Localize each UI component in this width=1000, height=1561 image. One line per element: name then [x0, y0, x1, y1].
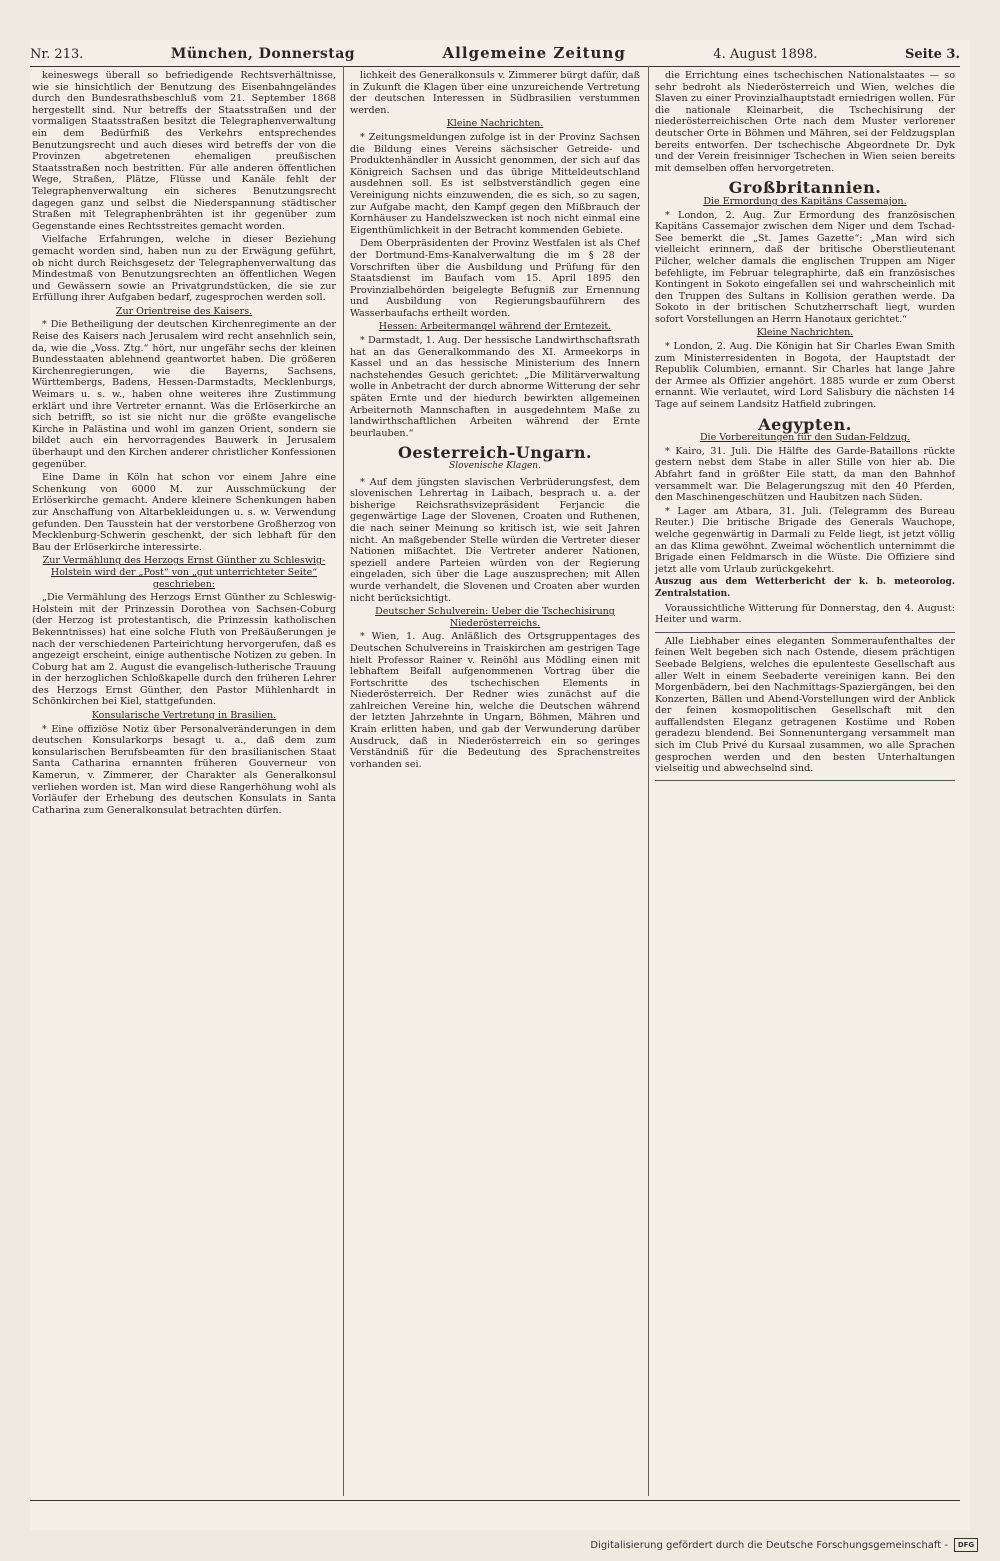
header-rule	[30, 66, 960, 67]
advertisement-text: Alle Liebhaber eines eleganten Sommeraufenthaltes der feinen Welt begeben sich nach Ostende, diesem prächtigen Seebade Belgiens, welches die epulenteste Gesellschaft aus aller Welt in einem Seebaderte vereinigen kann. Bei den Morgenbädern, bei den Nachmittags-Spaziergängen, bei den Konzerten, Bällen und Abend-Vorstellungen wird der Anblick der feinen kosmopolitischen Gesellschaft mit den auffallendsten Eleganz getragenen Kostüme und Roben geradezu blendend. Bei Sonnenuntergang versammelt man sich im Club Privé du Kursaal zusammen, wo alle Sprachen gesprochen werden und den besten Unterhaltungen vielseitig und abwechselnd sind.	[655, 635, 955, 775]
issue-date: 4. August 1898.	[713, 47, 818, 62]
section-heading: Oesterreich-Ungarn.	[397, 443, 593, 463]
column-3	[655, 70, 955, 1525]
footer-rule	[30, 1500, 960, 1501]
article-paragraph: * Zeitungsmeldungen zufolge ist in der Provinz Sachsen die Bildung eines Vereins sächsischer Getreide- und Produktenhändler in Aussicht genommen, der sich auf das Königreich Sachsen und das übrige Mitteldeutschland ausdehnen soll. Es ist selbstverständlich gegen eine Vereinigung nichts einzuwenden, die es sich, so zu sagen, zur Aufgabe macht, den Kampf gegen den Mißbrauch der Kornhäuser zu Handelszwecken ist noch nicht einmal eine Eigenthümlichkeit in der Betracht kommenden Gebiete.	[350, 131, 640, 236]
article-paragraph: lichkeit des Generalkonsuls v. Zimmerer bürgt dafür, daß in Zukunft die Klagen über eine unzureichende Vertretung der deutschen Interessen in Südbrasilien verstummen werden.	[350, 70, 640, 116]
article-paragraph: Eine Dame in Köln hat schon vor einem Jahre eine Schenkung von 6000 M. zur Ausschmückung der Erlöserkirche gemacht. Andere kleinere Schenkungen haben zur Anschaffung von Altarbekleidungen u. s. w. Verwendung gefunden. Den Tausstein hat der verstorbene Großherzog von Mecklenburg-Schwerin geschenkt, der sich lebhaft für den Bau der Erlöserkirche interessirte.	[32, 472, 336, 553]
section-subheading: Zur Vermählung des Herzogs Ernst Günther zu Schleswig-Holstein wird der „Post“ von „gut unterrichteter Seite“ geschrieben:	[42, 555, 326, 590]
article-paragraph: * London, 2. Aug. Die Königin hat Sir Charles Ewan Smith zum Ministerresidenten in Bogota, der Hauptstadt der Republik Columbien, ernannt. Sir Charles hat lange Jahre der Armee als Offizier angehört. 1885 wurde er zum Oberst ernannt. Wie verlautet, wird Lord Salisbury die nächsten 14 Tage auf seinem Landsitz Hatfield zubringen.	[655, 341, 955, 411]
article-paragraph: * Wien, 1. Aug. Anläßlich des Ortsgruppentages des Deutschen Schulvereins in Traiskirchen am gestrigen Tage hielt Professor Rainer v. Reinöhl aus Mödling einen mit lebhaftem Beifall aufgenommenen Vortrag über die Fortschritte des tschechischen Elements in Niederösterreich. Der Redner wies zunächst auf die zahlreichen Vereine hin, welche die Deutschen während der letzten Jahrzehnte in Ungarn, Böhmen, Mähren und Krain erlitten haben, und gab der Verwunderung darüber Ausdruck, daß in Niederösterreich ein so geringes Verständniß für die Bedeutung des Sprachenstreites vorhanden sei.	[350, 631, 640, 770]
digitization-footer	[590, 1538, 978, 1552]
column-divider-2	[648, 66, 649, 1496]
article-paragraph: die Errichtung eines tschechischen Nationalstaates — so sehr bedroht als Niederösterreich und Wien, welches die Slaven zu einer Provinzialhauptstadt erniedrigen wollen. Für die nationale Kleinarbeit, die Tschechisirung der niederösterreichischen Orte nach dem Muster verlorener deutscher Orte in Böhmen und Mähren, sei der Feldzugsplan bereits entworfen. Der tschechische Abgeordnete Dr. Dyk und der Verein freisinniger Tschechen in Wien seien bereits mit demselben offen hervorgetreten.	[655, 70, 955, 174]
section-subheading: Zur Orientreise des Kaisers.	[115, 305, 253, 317]
article-paragraph: * Kairo, 31. Juli. Die Hälfte des Garde-Bataillons rückte gestern nebst dem Stabe in aller Stille von hier ab. Die Abfahrt fand in größter Eile statt, da man den Bahnhof versammelt war. Die Belagerungszug mit den 40 Pferden, den Maschinengeschützen und Haubitzen nach Süden.	[655, 445, 955, 504]
article-paragraph: * Lager am Atbara, 31. Juli. (Telegramm des Bureau Reuter.) Die britische Brigade des Generals Wauchope, welche gegenwärtig in Darmali zu Felde liegt, ist jetzt völlig an das Klima gewöhnt. Zweimal wöchentlich unternimmt die Brigade einen Feldmarsch in die Wüste. Die Offiziere sind jetzt alle vom Urlaub zurückgekehrt.	[655, 505, 955, 575]
page-number: Seite 3.	[905, 47, 960, 62]
article-paragraph: Dem Oberpräsidenten der Provinz Westfalen ist als Chef der Dortmund-Ems-Kanalverwaltung die im § 28 der Vorschriften über die Ausbildung und Prüfung für den Staatsdienst im Baufach vom 15. April 1895 den Provinzialbehörden beigelegte Befugniß zur Ernennung und Ausbildung von Regierungsbauführern des Wasserbaufachs ertheilt worden.	[350, 238, 640, 319]
city-date: München, Donnerstag	[170, 46, 356, 62]
column-2	[350, 70, 640, 1525]
article-paragraph: * Die Betheiligung der deutschen Kirchenregimente an der Reise des Kaisers nach Jerusalem wird recht ansehnlich sein, da, wie die „Voss. Ztg.“ hört, nur ungefähr sechs der kleinen Bundesstaaten ablehnend geantwortet haben. Die größeren Kirchenregierungen, wie die Bayerns, Sachsens, Württembergs, Badens, Hessen-Darmstadts, Mecklenburgs, Weimars u. s. w., haben ohne weiteres ihre Zustimmung erklärt und ihre Vertreter ernannt. Was die Erlöserkirche an sich betrifft, so ist sie nicht nur die größte evangelische Kirche in Palästina und wohl im ganzen Orient, sondern sie bildet auch ein hervorragendes Bauwerk in Jerusalem überhaupt und den Kirchen anderer christlicher Konfessionen gegenüber.	[32, 319, 336, 470]
newspaper-title: Allgemeine Zeitung	[442, 44, 626, 62]
section-heading: Aegypten.	[758, 414, 852, 434]
article-paragraph: Vielfache Erfahrungen, welche in dieser Beziehung gemacht worden sind, haben nun zu der Erwägung geführt, ob nicht durch Reichsgesetz der Telegraphenverwaltung das Mindestmaß von Benutzungsrechten an öffentlichen Wegen und Gewässern sowie an Privatgrundstücken, die sie zur Erfüllung ihrer Aufgaben bedarf, zugesprochen werden soll.	[32, 234, 336, 304]
section-subheading: Kleine Nachrichten.	[446, 118, 544, 130]
dfg-logo-icon: DFG	[954, 1538, 978, 1552]
issue-number: Nr. 213.	[30, 47, 84, 62]
section-subheading: Deutscher Schulverein: Ueber die Tschechisirung Niederösterreichs.	[375, 606, 615, 629]
article-paragraph: * London, 2. Aug. Zur Ermordung des französischen Kapitäns Cassemajor zwischen dem Niger und dem Tschad-See bemerkt die „St. James Gazette“: „Man wird sich vielleicht erinnern, daß der britische Oberstlieutenant Pilcher, welcher damals die englischen Truppen am Niger befehligte, im Februar telegraphirte, daß ein französisches Kontingent in Sokoto eingefallen sei und wahrscheinlich mit den Truppen des Sultans in Kollision gerathen werde. Da Sokoto in der britischen Schutzherrschaft liegt, wurden sofort Vorstellungen an Herrn Hanotaux gerichtet.“	[655, 209, 955, 325]
section-subheading: Hessen: Arbeitermangel während der Erntezeit.	[378, 321, 612, 333]
page-header	[30, 44, 960, 66]
section-subheading: Die Ermordung des Kapitäns Cassemajon.	[703, 195, 907, 207]
weather-report-title: Auszug aus dem Wetterbericht der k. b. meteorolog. Zentralstation.	[655, 577, 955, 599]
article-paragraph: * Eine offiziöse Notiz über Personalveränderungen in dem deutschen Konsularkorps besagt u. a., daß dem zum konsularischen Berufsbeamten für den brasilianischen Staat Santa Catharina ernannten früheren Gouverneur von Kamerun, v. Zimmerer, der Charakter als Generalkonsul verliehen worden ist. Man wird diese Rangerhöhung wohl als Vorläufer der Erhebung des deutschen Konsulats in Santa Catharina zum Generalkonsulat betrachten dürfen.	[32, 723, 336, 816]
footer-text: Digitalisierung gefördert durch die Deutsche Forschungsgemeinschaft -	[590, 1539, 948, 1551]
weather-report-text: Voraussichtliche Witterung für Donnerstag, den 4. August: Heiter und warm.	[655, 602, 955, 626]
section-subheading: Konsularische Vertretung in Brasilien.	[91, 710, 277, 722]
article-paragraph: * Auf dem jüngsten slavischen Verbrüderungsfest, dem slovenischen Lehrertag in Laibach, besprach u. a. der bisherige Reichsrathsvizepräsident Ferjancic die gegenwärtige Lage der Slovenen, Croaten und Ruthenen, die nach seiner Meinung so kritisch ist, wie seit Jahren nicht. An maßgebender Stelle würden die Vertreter dieser Nationen mißachtet. Die Vertreter anderer Nationen, speziell andere Parteien würden von der Regierung eingeladen, sich über die Lage auszusprechen; mit Allen wurde verhandelt, die Slovenen und Croaten aber wurden nicht berücksichtigt.	[350, 476, 640, 604]
column-1	[32, 70, 336, 1525]
article-paragraph: keineswegs überall so befriedigende Rechtsverhältnisse, wie sie hinsichtlich der Benutzung des Eisenbahngeländes durch den Bundesrathsbeschluß vom 21. September 1868 hergestellt sind. Nur betreffs der Staatsstraßen und der vormaligen Staatsstraßen besitzt die Telegraphenverwaltung ein dem Bedürfniß des Verkehrs entsprechendes Benutzungsrecht und auch dieses wird betreffs der von die Provinzen abgetretenen ehemaligen preußischen Staatsstraßen noch bestritten. Für alle anderen öffentlichen Wege, Straßen, Plätze, Flüsse und Kanäle fehlt der Telegraphenverwaltung ein sicheres Benutzungsrecht dagegen ganz und selbst die Niederspannung städtischer Straßen mit Telegraphenbrähten ist ihr gegenüber zum Gegenstande eines Rechtsstreites gemacht worden.	[32, 70, 336, 232]
section-subheading: Die Vorbereitungen für den Sudan-Feldzug.	[699, 432, 911, 444]
article-paragraph: „Die Vermählung des Herzogs Ernst Günther zu Schleswig-Holstein mit der Prinzessin Dorothea von Sachsen-Coburg (der Herzog ist protestantisch, die Prinzessin katholischen Bekenntnisses) hat eine solche Fluth von Preßäußerungen je nach der verschiedenen Parteirichtung hervorgerufen, daß es angezeigt erscheint, einige authentische Notizen zu geben. In Coburg hat am 2. August die evangelisch-lutherische Trauung in der herzoglichen Schloßkapelle durch den früheren Lehrer des Herzogs Ernst Günther, den Pastor Mühlenhardt in Schönkirchen bei Kiel, stattgefunden.	[32, 592, 336, 708]
advertisement	[655, 632, 955, 781]
section-heading: Großbritannien.	[728, 178, 882, 198]
article-paragraph: * Darmstadt, 1. Aug. Der hessische Landwirthschaftsrath hat an das Generalkommando des XI. Armeekorps in Kassel und an das hessische Ministerium des Innern nachstehendes Gesuch gerichtet: „Die Militärverwaltung wolle in Anbetracht der durch abnorme Witterung der sehr späten Ernte und der hiedurch bewirkten allgemeinen Arbeiternoth Mannschaften in ausgedehntem Maße zu landwirthschaftlichen Arbeiten während der Ernte beurlauben.“	[350, 335, 640, 439]
column-divider-1	[343, 66, 344, 1496]
section-subheading: Kleine Nachrichten.	[756, 327, 854, 339]
section-subtitle: Slovenische Klagen.	[449, 461, 541, 471]
